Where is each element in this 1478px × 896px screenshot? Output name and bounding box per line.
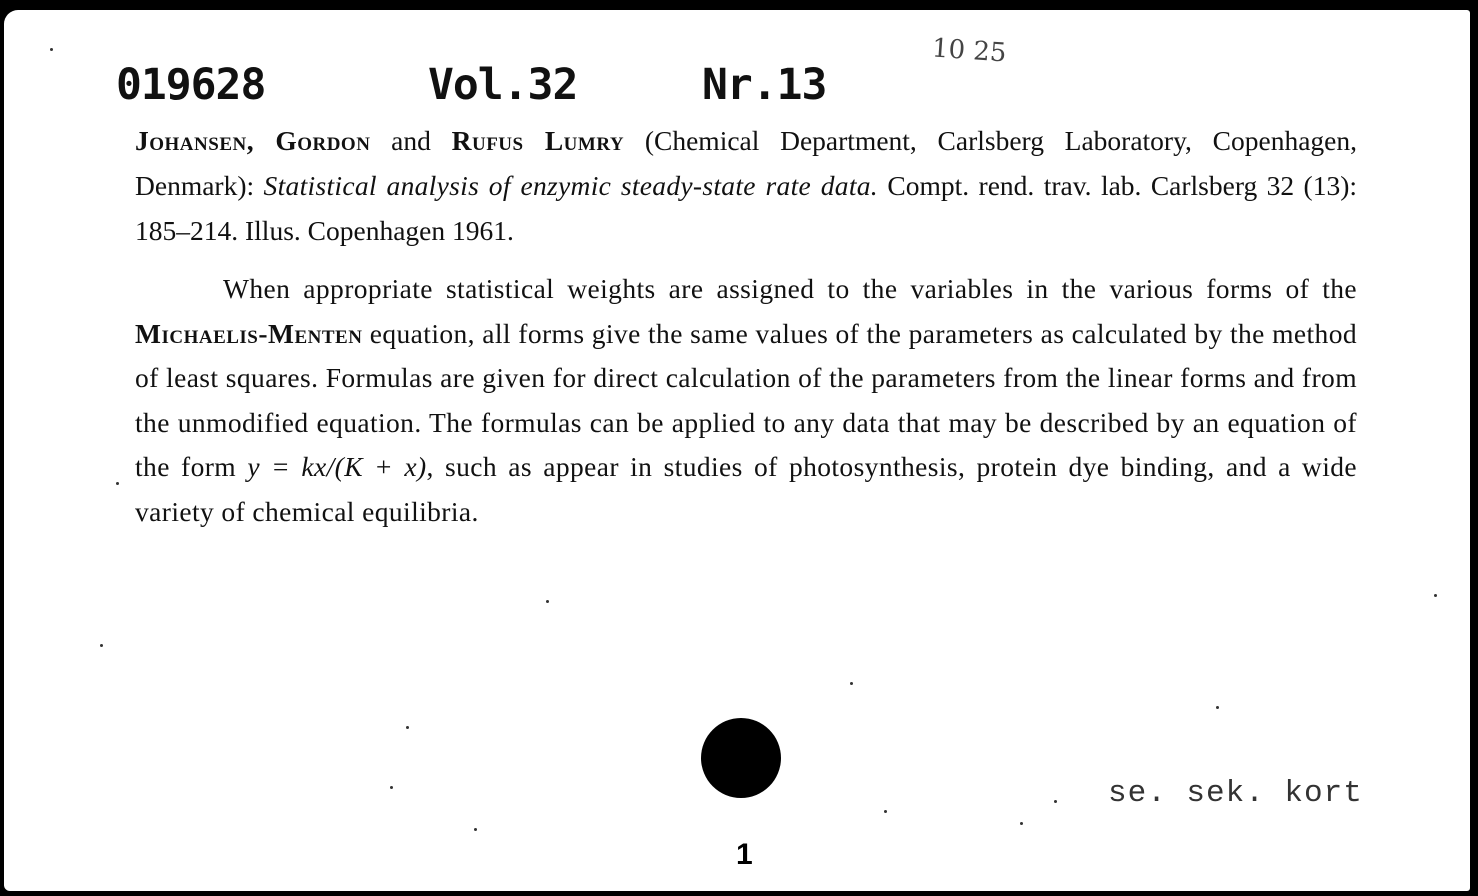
dust-speck <box>406 726 409 729</box>
page-number: 1 <box>736 838 753 871</box>
abstract-equation-name: Michaelis-Menten <box>135 317 363 349</box>
volume-label: Vol.32 <box>428 60 578 110</box>
issue-number: Nr.13 <box>702 60 827 110</box>
index-card <box>4 10 1470 891</box>
dust-speck <box>390 786 393 789</box>
citation-source: Compt. rend. trav. lab. Carlsberg 32 (13): 185–214. Illus. Copenhagen 1961. <box>135 170 1357 246</box>
abstract-part-2: equation, all forms give the same values of the parameters as calculated by the method of least squares. Formulas are given for direct calculation of the parameters from the linear forms and from the unmodified equation. The formulas can be applied to any data that may be described by an equation of the form <box>135 317 1357 482</box>
abstract-part-3: , such as appear in studies of photosynthesis, protein dye binding, and a wide variety of chemical equilibria. <box>135 451 1357 527</box>
pencil-annotation: 10 25 <box>931 33 1008 69</box>
dust-speck <box>1054 800 1057 803</box>
dust-speck <box>1020 822 1023 825</box>
citation-affiliation: (Chemical Department, Carlsberg Laboratory, Copenhagen, Denmark): <box>135 125 1357 201</box>
dust-speck <box>50 48 53 51</box>
citation-author-1: Johansen, Gordon <box>135 125 371 156</box>
punch-hole <box>701 718 781 798</box>
accession-number: 019628 <box>116 60 266 110</box>
dust-speck <box>850 682 853 685</box>
dust-speck <box>1434 594 1437 597</box>
dust-speck <box>546 600 549 603</box>
card-top-edge <box>0 0 1478 10</box>
dust-speck <box>474 828 477 831</box>
dust-speck <box>116 482 119 485</box>
dust-speck <box>884 810 887 813</box>
citation <box>135 118 1357 253</box>
citation-title: Statistical analysis of enzymic steady-state rate data. <box>263 170 878 201</box>
dust-speck <box>1216 706 1219 709</box>
footer-note: se. sek. kort <box>1108 776 1363 811</box>
abstract-formula: y = kx/(K + x) <box>247 451 427 482</box>
dust-speck <box>100 644 103 647</box>
abstract <box>135 267 1357 534</box>
citation-author-2: Rufus Lumry <box>451 125 625 156</box>
citation-and: and <box>391 125 431 156</box>
abstract-part-1: When appropriate statistical weights are assigned to the variables in the various forms of the <box>223 273 1357 304</box>
